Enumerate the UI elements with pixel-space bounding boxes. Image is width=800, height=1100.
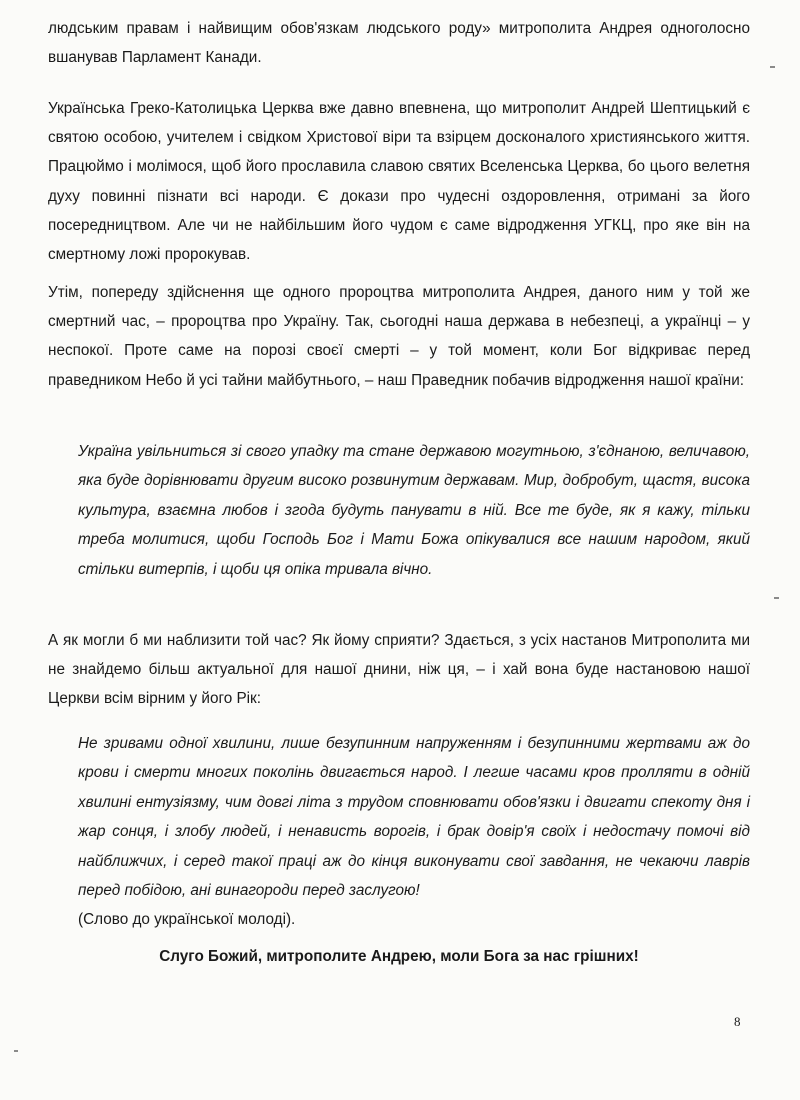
scan-speck: [774, 597, 779, 599]
quote-source: (Слово до української молоді).: [78, 911, 296, 929]
closing-prayer: Слуго Божий, митрополите Андрею, моли Бога за нас грішних!: [159, 948, 639, 965]
quote-text: Не зривами одної хвилини, лише безупинним напруженням і безупинними жертвами аж до крови і смерти многих поколінь двигається народ. І легше часами кров пролляти в одній хвилині ентузіязму, чим довгі літа з трудом сповнювати обов'язки і двигати спекоту дня і жар сонця, і злобу людей, і ненависть ворогів, і брак довір'я своїх і недостачу помочі від найближчих, і серед такої праці аж до кінця виконувати свої завдання, не чекаючи лаврів перед побідою, ані винагороди перед заслугою!: [78, 735, 750, 900]
quote-prophecy: Україна увільниться зі свого упадку та стане державою могутньою, з'єднаною, величавою, яка буде дорівнювати другим високо розвинутим державам. Мир, добробут, щастя, висока культура, взаємна любов і згода будуть панувати в ній. Все те буде, як я кажу, тільки треба молитися, щоби Господь Бог і Мати Божа опікувалися все нашим народом, який стільки витерпів, і щоби ця опіка тривала вічно.: [78, 443, 750, 578]
paragraph-1: людським правам і найвищим обов'язкам людського роду» митрополита Андрея одноголосно вшанував Парламент Канади.: [48, 20, 750, 67]
quote-metropolitan: [78, 729, 750, 935]
paragraph-4: А як могли б ми наблизити той час? Як йому сприяти? Здається, з усіх настанов Митрополита ми не знайдемо більш актуальної для нашої днини, ніж ця, – і хай вона буде настановою нашої Церкви всім вірним у його Рік:: [48, 632, 750, 708]
paragraph-3: Утім, попереду здійснення ще одного пророцтва митрополита Андрея, даного ним у той же смертний час, – пророцтва про Україну. Так, сьогодні наша держава в небезпеці, а українці – у неспокої. Проте саме на порозі своєї смерті – у той момент, коли Бог відкриває перед праведником Небо й усі тайни майбутнього, – наш Праведник побачив відродження нашої країни:: [48, 284, 750, 389]
paragraph-2: Українська Греко-Католицька Церква вже давно впевнена, що митрополит Андрей Шептицький є святою особою, учителем і свідком Христової віри та взірцем досконалого християнського життя. Працюймо і молімося, щоб його прославила славою святих Вселенська Церква, бо цього велетня духу повинні пізнати всі народи. Є докази про чудесні оздоровлення, отримані за його посередництвом. Але чи не найбільшим його чудом є саме відродження УГКЦ, про яке він на смертному ложі пророкував.: [48, 100, 750, 264]
scan-speck: [14, 1050, 18, 1052]
page-number: 8: [734, 1014, 741, 1029]
scan-speck: [770, 66, 775, 68]
